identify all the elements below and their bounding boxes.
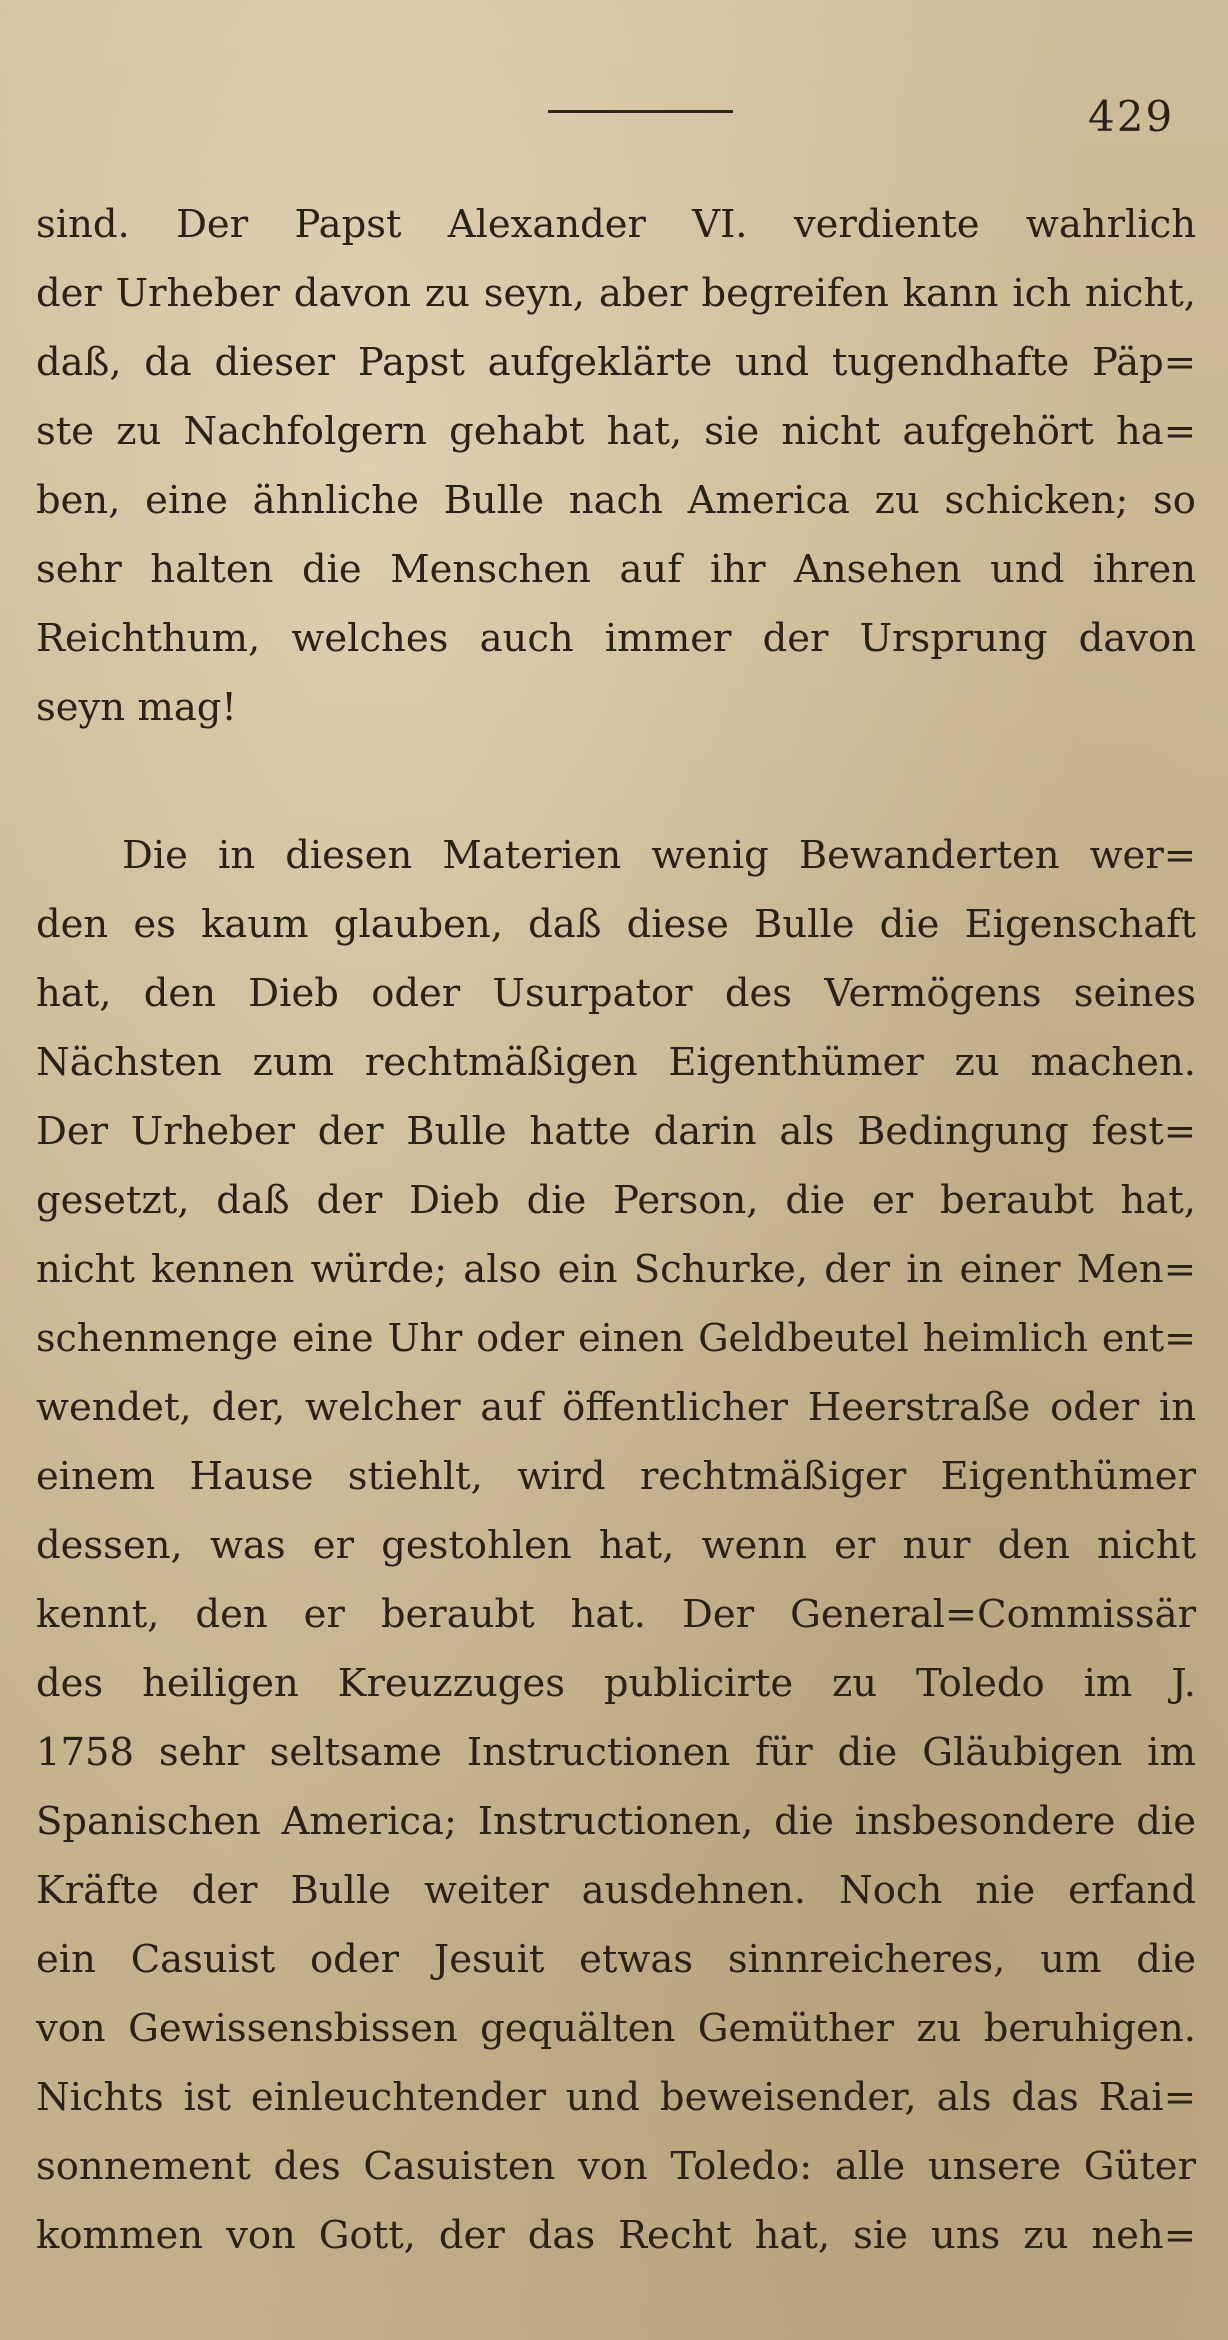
text-line: Spanischen America; Instructionen, die insbesondere die [36,1799,1196,1844]
text-line: nicht kennen würde; also ein Schurke, der in einer Men= [36,1247,1196,1292]
paragraph-spacer [36,742,1196,821]
text-line: Kräfte der Bulle weiter ausdehnen. Noch nie erfand [36,1868,1196,1913]
paragraph-1 [36,190,1196,742]
text-line: Die in diesen Materien wenig Bewanderten wer= [122,833,1196,878]
text-line: 1758 sehr seltsame Instructionen für die Gläubigen im [36,1730,1196,1775]
text-line: gesetzt, daß der Dieb die Person, die er beraubt hat, [36,1178,1196,1223]
body-text [36,190,1196,2270]
text-line: des heiligen Kreuzzuges publicirte zu Toledo im J. [36,1661,1196,1706]
text-line: der Urheber davon zu seyn, aber begreifen kann ich nicht, [36,271,1196,316]
text-line: Nichts ist einleuchtender und beweisender, als das Rai= [36,2075,1196,2120]
text-line: sind. Der Papst Alexander VI. verdiente wahrlich [36,202,1196,247]
text-line: Der Urheber der Bulle hatte darin als Bedingung fest= [36,1109,1196,1154]
page-number: 429 [1088,92,1175,141]
text-line: einem Hause stiehlt, wird rechtmäßiger Eigenthümer [36,1454,1196,1499]
text-line: schenmenge eine Uhr oder einen Geldbeutel heimlich ent= [36,1316,1196,1360]
text-line: seyn mag! [36,685,237,730]
text-line: sonnement des Casuisten von Toledo: alle unsere Güter [36,2144,1196,2189]
text-line: daß, da dieser Papst aufgeklärte und tugendhafte Päp= [36,340,1196,385]
paragraph-2 [36,821,1196,2270]
text-line: hat, den Dieb oder Usurpator des Vermögens seines [36,971,1196,1016]
text-line: sehr halten die Menschen auf ihr Ansehen und ihren [36,547,1196,592]
text-line: von Gewissensbissen gequälten Gemüther zu beruhigen. [36,2006,1196,2051]
text-line: Nächsten zum rechtmäßigen Eigenthümer zu machen. [36,1040,1196,1085]
text-line: Reichthum, welches auch immer der Ursprung davon [36,616,1196,661]
text-line: ste zu Nachfolgern gehabt hat, sie nicht aufgehört ha= [36,409,1196,454]
text-line: ben, eine ähnliche Bulle nach America zu schicken; so [36,478,1196,523]
text-line: ein Casuist oder Jesuit etwas sinnreicheres, um die [36,1937,1196,1982]
text-line: wendet, der, welcher auf öffentlicher Heerstraße oder in [36,1385,1196,1430]
text-line: dessen, was er gestohlen hat, wenn er nur den nicht [36,1523,1196,1568]
text-line: kennt, den er beraubt hat. Der General=Commissär [36,1592,1196,1637]
text-line: kommen von Gott, der das Recht hat, sie uns zu neh= [36,2213,1196,2258]
header-rule [548,110,733,113]
text-line: den es kaum glauben, daß diese Bulle die Eigenschaft [36,902,1196,947]
